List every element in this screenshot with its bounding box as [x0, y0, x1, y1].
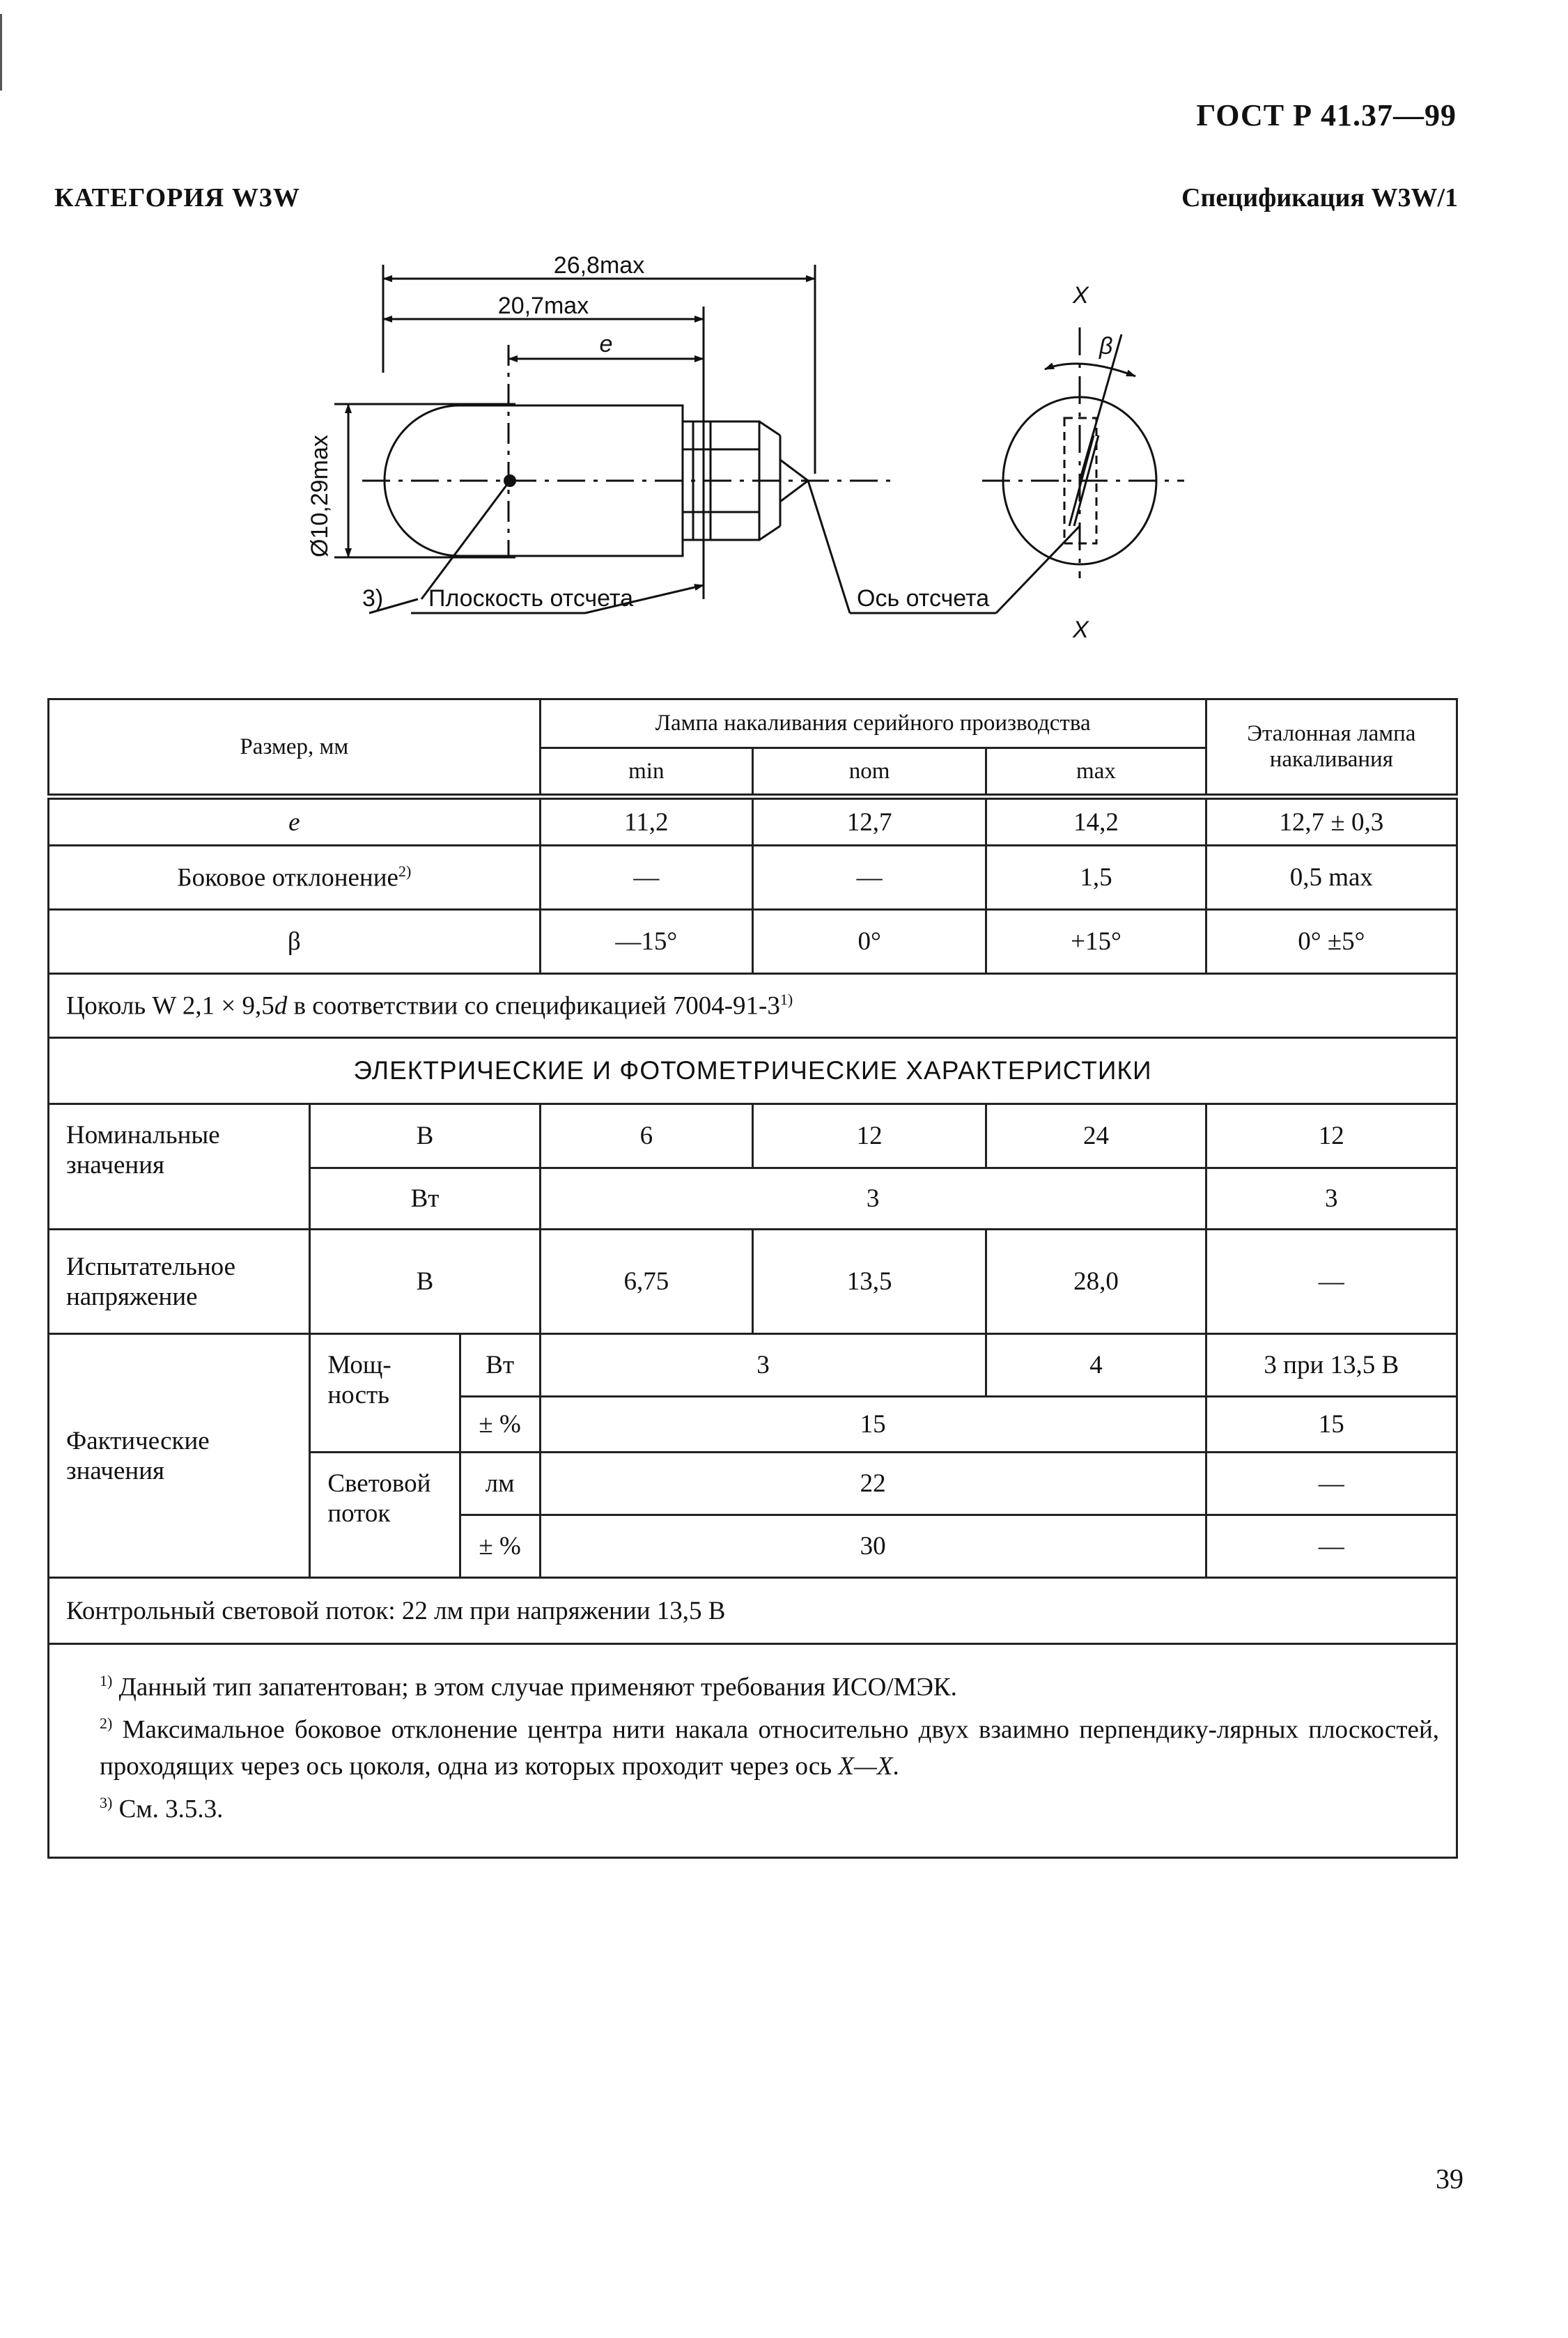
reference-axis-label: Ось отсчета: [857, 585, 990, 612]
row-e-label: e: [49, 797, 541, 846]
row-beta-ref: 0° ±5°: [1206, 910, 1457, 974]
row-lateral-label: Боковое отклонение$^{2)}$: [49, 846, 541, 910]
reference-plane-label: Плоскость отсчета: [428, 585, 634, 612]
nominal-unit-w: Вт: [310, 1168, 540, 1230]
row-beta-max: +15°: [986, 910, 1206, 974]
table-row: [49, 910, 1457, 974]
row-e-nom: 12,7: [752, 797, 986, 846]
col-min-header: min: [540, 748, 752, 797]
electrical-heading: ЭЛЕКТРИЧЕСКИЕ И ФОТОМЕТРИЧЕСКИЕ ХАРАКТЕРИСТИКИ: [49, 1038, 1457, 1104]
dim-e-label: e: [599, 331, 613, 357]
power-pct-ref: 15: [1206, 1397, 1457, 1453]
col-serial-header: Лампа накаливания серийного производства: [540, 699, 1206, 748]
nominal-label: Номинальные значения: [49, 1104, 310, 1230]
row-beta-nom: 0°: [752, 910, 986, 974]
flux-pct-serial: 30: [540, 1515, 1206, 1578]
scan-mark: [0, 14, 2, 91]
col-max-header: max: [986, 748, 1206, 797]
dim-bulb-label: 20,7max: [497, 293, 589, 319]
test-v-c: 28,0: [986, 1230, 1206, 1334]
flux-lm-ref: —: [1206, 1453, 1457, 1515]
flux-unit-pct: ± %: [460, 1515, 540, 1578]
footnotes: [49, 1644, 1457, 1858]
row-lateral-nom: —: [752, 846, 986, 910]
table-row: [49, 797, 1457, 846]
dim-overall-label: 26,8max: [553, 252, 645, 279]
nominal-v-6: 6: [540, 1104, 752, 1168]
standard-number: ГОСТ Р 41.37—99: [1196, 98, 1457, 132]
table-row: [49, 1104, 1457, 1168]
nominal-v-ref: 12: [1206, 1104, 1457, 1168]
power-pct-serial: 15: [540, 1397, 1206, 1453]
dim-diameter-label: Ø10,29max: [306, 435, 333, 557]
test-v-ref: —: [1206, 1230, 1457, 1334]
test-unit-v: В: [310, 1230, 540, 1334]
col-nom-header: nom: [752, 748, 986, 797]
flux-pct-ref: —: [1206, 1515, 1457, 1578]
test-voltage-label: Испытательное напряжение: [49, 1230, 310, 1334]
control-flux-row: Контрольный световой поток: 22 лм при напряжении 13,5 В: [49, 1578, 1457, 1644]
row-beta-min: —15°: [540, 910, 752, 974]
category-title: КАТЕГОРИЯ W3W: [54, 183, 300, 212]
test-v-b: 13,5: [752, 1230, 986, 1334]
power-w-ref: 3 при 13,5 В: [1206, 1334, 1457, 1397]
power-w-ab: 3: [540, 1334, 986, 1397]
nominal-v-24: 24: [986, 1104, 1206, 1168]
power-label: Мощ-ность: [310, 1334, 460, 1453]
nominal-w-serial: 3: [540, 1168, 1206, 1230]
flux-label: Световой поток: [310, 1453, 460, 1578]
footnote-1: $^{1)}$ Данный тип запатентован; в этом случае применяют требования ИСО/МЭК.: [100, 1672, 957, 1702]
row-lateral-min: —: [540, 846, 752, 910]
power-unit-w: Вт: [460, 1334, 540, 1397]
row-lateral-ref: 0,5 max: [1206, 846, 1457, 910]
specification-title: Спецификация W3W/1: [1181, 183, 1458, 212]
row-e-ref: 12,7 ± 0,3: [1206, 797, 1457, 846]
flux-unit-lm: лм: [460, 1453, 540, 1515]
lamp-drawing: [293, 251, 1226, 641]
nominal-v-12: 12: [752, 1104, 986, 1168]
row-lateral-max: 1,5: [986, 846, 1206, 910]
actual-values-label: Фактические значения: [49, 1334, 310, 1578]
footnote-3: $^{3)}$ См. 3.5.3.: [100, 1793, 224, 1823]
page-number: 39: [1436, 2163, 1464, 2194]
table-row: [49, 846, 1457, 910]
nominal-unit-v: В: [310, 1104, 540, 1168]
row-e-min: 11,2: [540, 797, 752, 846]
drawing-note-ref: 3): [362, 585, 384, 612]
footnote-2: $^{2)}$ Максимальное боковое отклонение центра нити накала относительно двух взаимно перпендику-лярных плоскостей, проходящих через ось цоколя, одна из которых проходит через ось X—X.: [100, 1714, 1439, 1781]
flux-lm-serial: 22: [540, 1453, 1206, 1515]
table-row: [49, 1334, 1457, 1397]
angle-beta-label: β: [1099, 333, 1113, 359]
col-size-header: Размер, мм: [49, 699, 541, 797]
power-unit-pct: ± %: [460, 1397, 540, 1453]
row-beta-label: β: [49, 910, 541, 974]
specification-table: [47, 698, 1458, 1859]
table-row: [49, 1230, 1457, 1334]
axis-x-top-label: X: [1073, 282, 1089, 309]
col-reference-header: Эталонная лампа накаливания: [1206, 699, 1457, 797]
nominal-w-ref: 3: [1206, 1168, 1457, 1230]
test-v-a: 6,75: [540, 1230, 752, 1334]
cap-spec-row: Цоколь W 2,1 × 9,5d в соответствии со спецификацией 7004-91-3$^{1)}$: [49, 974, 1457, 1038]
row-e-max: 14,2: [986, 797, 1206, 846]
power-w-c: 4: [986, 1334, 1206, 1397]
axis-x-bottom-label: X: [1073, 617, 1089, 641]
